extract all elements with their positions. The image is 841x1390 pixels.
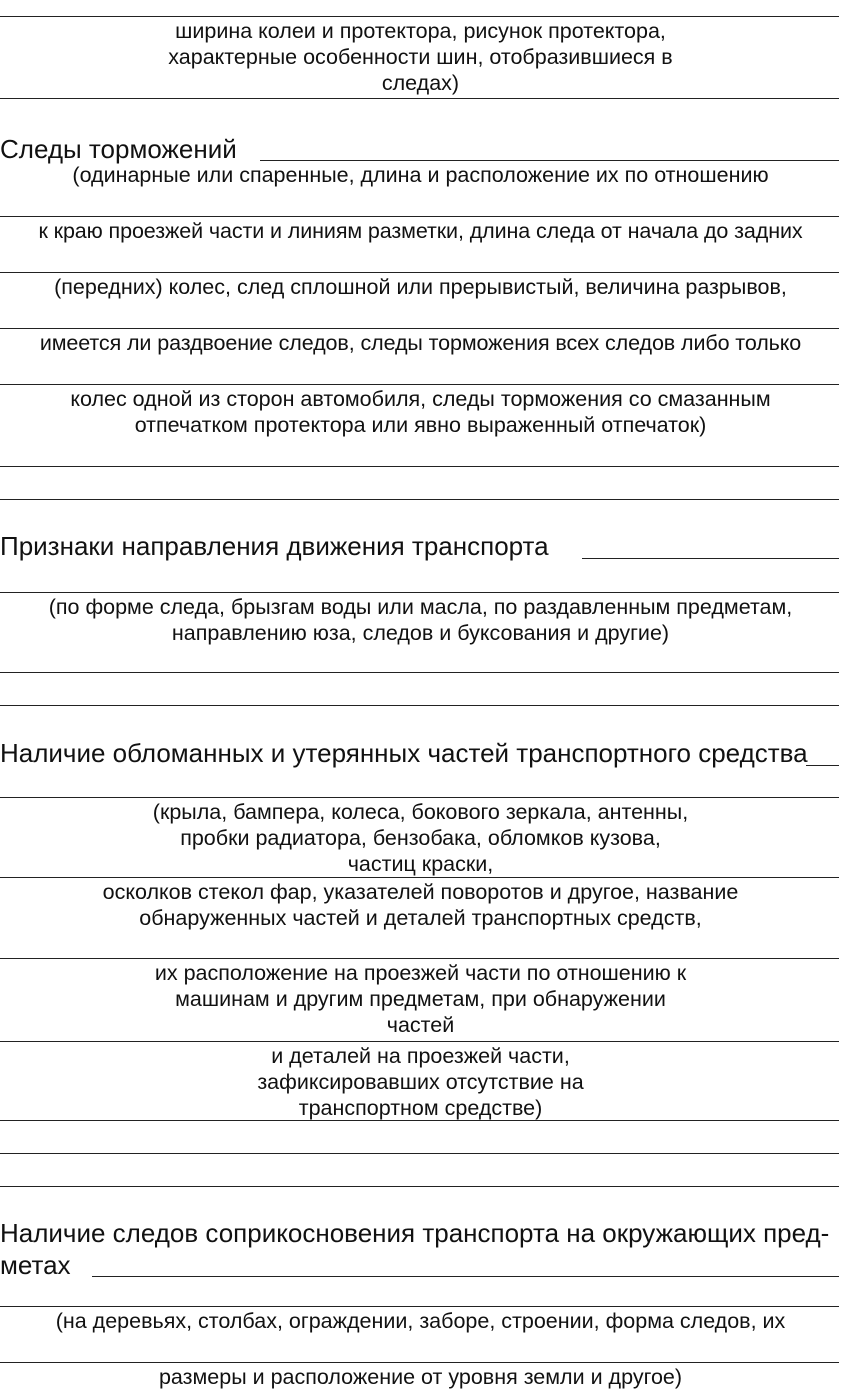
hint-direction: (по форме следа, брызгам воды или масла, по раздавленным предметам, направлению юза, следов и буксования и другие) — [48, 595, 793, 645]
fill-line-braking[interactable] — [260, 160, 839, 161]
label-braking-marks: Следы торможений — [0, 134, 237, 164]
blank-line[interactable] — [0, 1153, 839, 1154]
hint-contact-2: размеры и расположение от уровня земли и другое) — [158, 1365, 683, 1389]
hint-braking-3: (передних) колес, след сплошной или прерывистый, величина разрывов, — [54, 275, 787, 299]
hint-parts-1: (крыла, бампера, колеса, бокового зеркала, антенны, пробки радиатора, бензобака, обломков кузова, частиц краски, — [152, 800, 689, 876]
blank-line[interactable] — [0, 16, 839, 17]
blank-line[interactable] — [0, 705, 839, 706]
hint-tires: ширина колеи и протектора, рисунок протектора, характерные особенности шин, отобразившиеся в следах) — [168, 19, 673, 95]
label-contact-marks-line2: метах — [0, 1250, 71, 1280]
blank-line[interactable] — [0, 384, 839, 385]
blank-line[interactable] — [0, 272, 839, 273]
blank-line[interactable] — [0, 216, 839, 217]
blank-line[interactable] — [0, 592, 839, 593]
label-broken-parts: Наличие обломанных и утерянных частей транспортного средства — [0, 738, 808, 768]
label-contact-marks-line1: Наличие следов соприкосновения транспорта на окружающих пред- — [0, 1218, 830, 1248]
fill-line-parts[interactable] — [806, 765, 839, 766]
blank-line[interactable] — [0, 877, 839, 878]
hint-braking-4: имеется ли раздвоение следов, следы торможения всех следов либо только — [39, 331, 802, 355]
blank-line[interactable] — [0, 1306, 839, 1307]
hint-braking-1: (одинарные или спаренные, длина и расположение их по отношению — [72, 163, 769, 187]
hint-braking-2: к краю проезжей части и линиям разметки, длина следа от начала до задних — [38, 219, 803, 243]
blank-line[interactable] — [0, 958, 839, 959]
blank-line[interactable] — [0, 98, 839, 99]
label-direction-signs: Признаки направления движения транспорта — [0, 531, 549, 561]
hint-contact-1: (на деревьях, столбах, ограждении, заборе, строении, форма следов, их — [55, 1309, 786, 1333]
blank-line[interactable] — [0, 466, 839, 467]
fill-line-direction[interactable] — [582, 558, 839, 559]
blank-line[interactable] — [0, 499, 839, 500]
hint-parts-2: осколков стекол фар, указателей поворотов и другое, название обнаруженных частей и деталей транспортных средств, — [102, 880, 739, 930]
fill-line-contact[interactable] — [92, 1276, 839, 1277]
blank-line[interactable] — [0, 797, 839, 798]
blank-line[interactable] — [0, 672, 839, 673]
blank-line[interactable] — [0, 1362, 839, 1363]
blank-line[interactable] — [0, 328, 839, 329]
blank-line[interactable] — [0, 1186, 839, 1187]
hint-parts-3: их расположение на проезжей части по отношению к машинам и другим предметам, при обнаружении частей — [154, 961, 687, 1037]
blank-line[interactable] — [0, 1120, 839, 1121]
blank-line[interactable] — [0, 1041, 839, 1042]
hint-braking-5: колес одной из сторон автомобиля, следы торможения со смазанным отпечатком протектора или явно выраженный отпечаток) — [70, 387, 771, 437]
hint-parts-4: и деталей на проезжей части, зафиксировавших отсутствие на транспортном средстве) — [257, 1044, 584, 1120]
